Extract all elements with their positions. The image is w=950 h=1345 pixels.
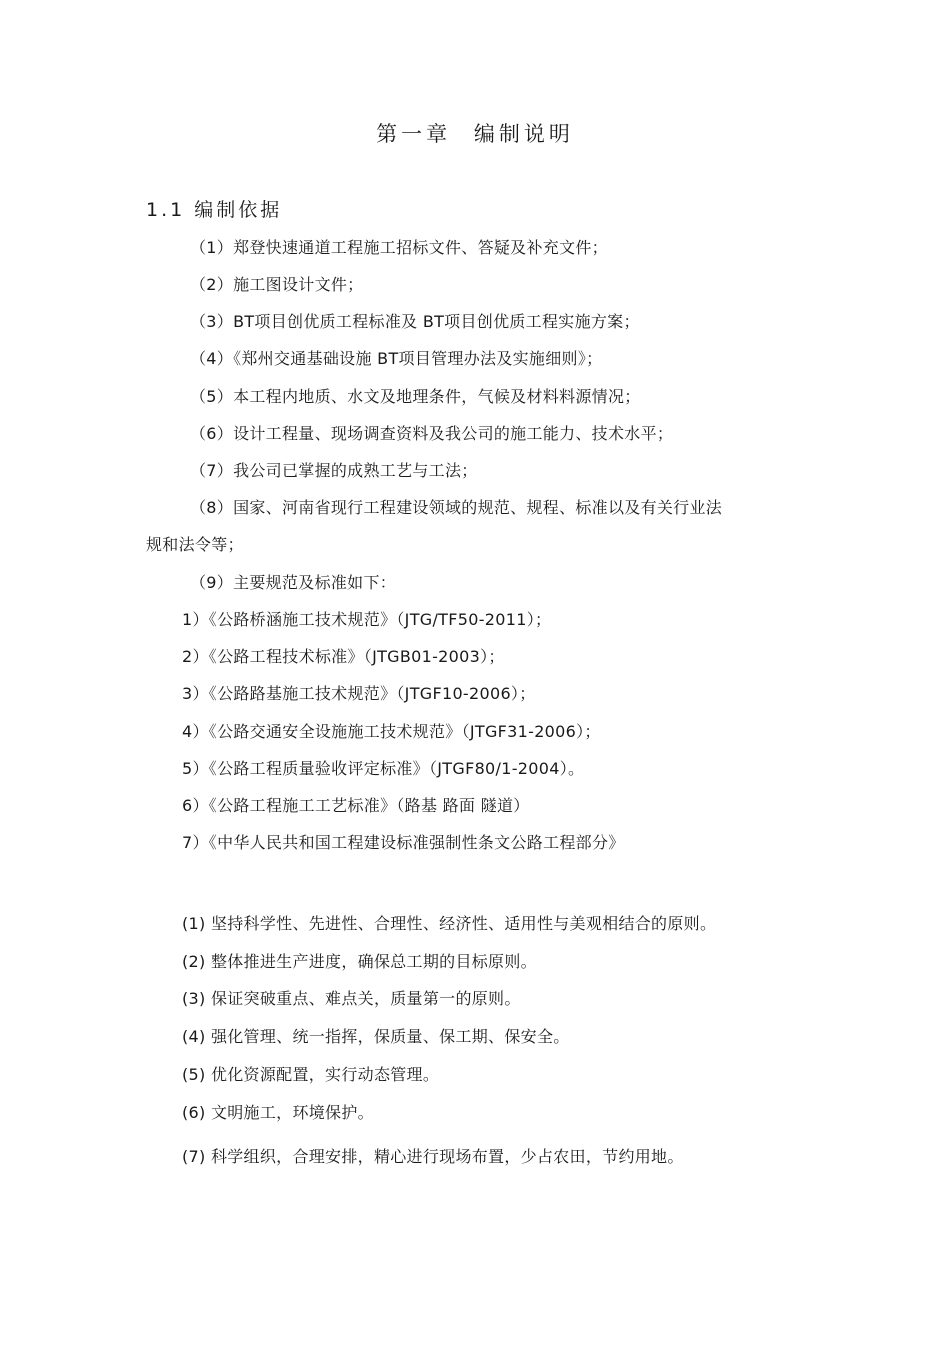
basis-item: （7）我公司已掌握的成熟工艺与工法； bbox=[190, 461, 478, 480]
basis-item-continuation: 规和法令等； bbox=[146, 535, 244, 554]
principle-item: (7) 科学组织，合理安排，精心进行现场布置，少占农田，节约用地。 bbox=[182, 1147, 684, 1166]
basis-item: （5）本工程内地质、水文及地理条件，气候及材料料源情况； bbox=[190, 387, 641, 406]
standard-item: 4）《公路交通安全设施施工技术规范》（JTGF31-2006）； bbox=[182, 722, 601, 741]
principle-item: (5) 优化资源配置，实行动态管理。 bbox=[182, 1065, 440, 1084]
basis-item: （1）郑登快速通道工程施工招标文件、答疑及补充文件； bbox=[190, 238, 608, 257]
standard-item: 1）《公路桥涵施工技术规范》（JTG/TF50-2011）； bbox=[182, 610, 552, 629]
principle-item: (6) 文明施工，环境保护。 bbox=[182, 1103, 374, 1122]
standard-item: 6）《公路工程施工工艺标准》（路基 路面 隧道） bbox=[182, 796, 530, 815]
standard-item: 5）《公路工程质量验收评定标准》（JTGF80/1-2004）。 bbox=[182, 759, 585, 778]
principle-item: (4) 强化管理、统一指挥，保质量、保工期、保安全。 bbox=[182, 1027, 570, 1046]
section-heading: 1.1 编制依据 bbox=[146, 199, 283, 221]
standard-item: 2）《公路工程技术标准》（JTGB01-2003）； bbox=[182, 647, 505, 666]
basis-item: （2）施工图设计文件； bbox=[190, 275, 364, 294]
principle-item: (3) 保证突破重点、难点关，质量第一的原则。 bbox=[182, 989, 521, 1008]
standard-item: 3）《公路路基施工技术规范》（JTGF10-2006）； bbox=[182, 684, 536, 703]
basis-item: （3）BT项目创优质工程标准及 BT项目创优质工程实施方案； bbox=[190, 312, 640, 331]
basis-item: （4）《郑州交通基础设施 BT项目管理办法及实施细则》； bbox=[190, 349, 603, 368]
standard-item: 7）《中华人民共和国工程建设标准强制性条文公路工程部分》 bbox=[182, 833, 625, 852]
basis-item: （8）国家、河南省现行工程建设领域的规范、规程、标准以及有关行业法 bbox=[190, 498, 723, 517]
basis-item: （9）主要规范及标准如下： bbox=[190, 573, 397, 592]
principle-item: (2) 整体推进生产进度，确保总工期的目标原则。 bbox=[182, 952, 537, 971]
chapter-title: 第一章 编制说明 bbox=[376, 122, 574, 146]
principle-item: (1) 坚持科学性、先进性、合理性、经济性、适用性与美观相结合的原则。 bbox=[182, 914, 717, 933]
basis-item: （6）设计工程量、现场调查资料及我公司的施工能力、技术水平； bbox=[190, 424, 674, 443]
